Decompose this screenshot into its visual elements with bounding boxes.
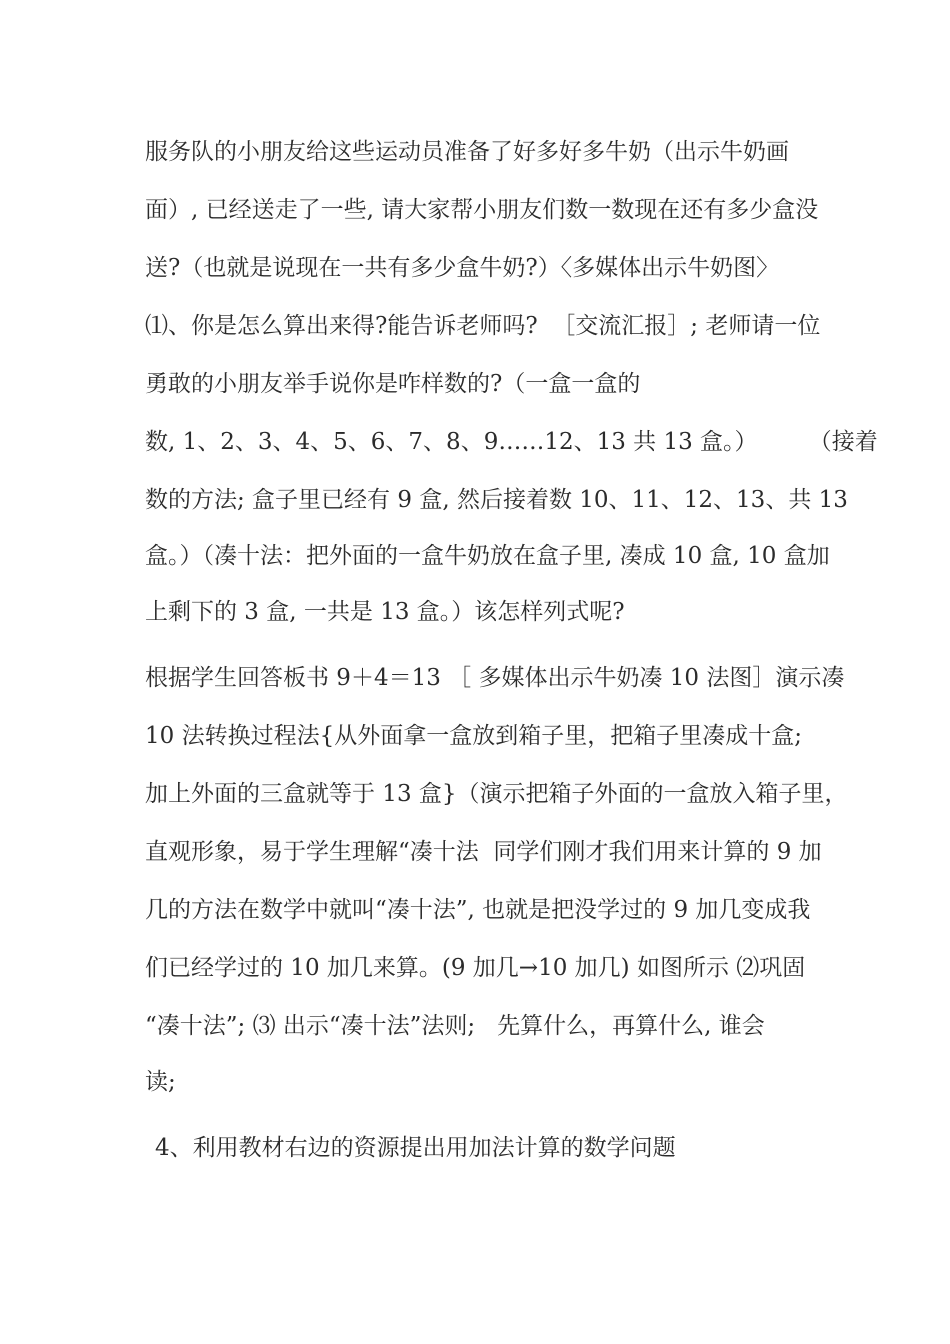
paragraph-line: ⑴、你是怎么算出来得?能告诉老师吗? ［交流汇报］; 老师请一位 [145,313,821,339]
paragraph-line: 面）, 已经送走了一些, 请大家帮小朋友们数一数现在还有多少盒没 [145,197,819,223]
paragraph-line: 直观形象，易于学生理解“凑十法 同学们刚才我们用来计算的 9 加 [145,839,822,865]
paragraph-line: 读; [145,1069,176,1095]
paragraph-line: 上剩下的 3 盒, 一共是 13 盒。）该怎样列式呢? [145,599,625,625]
paragraph-line: 服务队的小朋友给这些运动员准备了好多好多牛奶（出示牛奶画 [145,139,789,165]
paragraph-line: 根据学生回答板书 9＋4＝13 ［ 多媒体出示牛奶凑 10 法图］演示凑 [145,665,845,691]
paragraph-line: 数, 1、2、3、4、5、6、7、8、9……12、13 共 13 盒。） （接着 [145,429,878,455]
paragraph-line: 勇敢的小朋友举手说你是咋样数的?（一盒一盒的 [145,371,641,397]
paragraph-line: 数的方法; 盒子里已经有 9 盒, 然后接着数 10、11、12、13、共 13 [145,487,848,513]
paragraph-line: 加上外面的三盒就等于 13 盒}（演示把箱子外面的一盒放入箱子里， [145,781,848,807]
paragraph-line: 送?（也就是说现在一共有多少盒牛奶?）〈多媒体出示牛奶图〉 [145,255,780,281]
paragraph-line: 盒。）（凑十法：把外面的一盒牛奶放在盒子里, 凑成 10 盒, 10 盒加 [145,543,830,569]
paragraph-line: 10 法转换过程法{从外面拿一盒放到箱子里，把箱子里凑成十盒; [145,723,802,749]
paragraph-line: “凑十法”; ⑶ 出示“凑十法”法则; 先算什么，再算什么, 谁会 [145,1013,765,1039]
section-heading: 4、利用教材右边的资源提出用加法计算的数学问题 [155,1135,676,1161]
paragraph-line: 们已经学过的 10 加几来算。(9 加几→10 加几) 如图所示 ⑵巩固 [145,955,806,981]
paragraph-line: 几的方法在数学中就叫“凑十法”, 也就是把没学过的 9 加几变成我 [145,897,811,923]
